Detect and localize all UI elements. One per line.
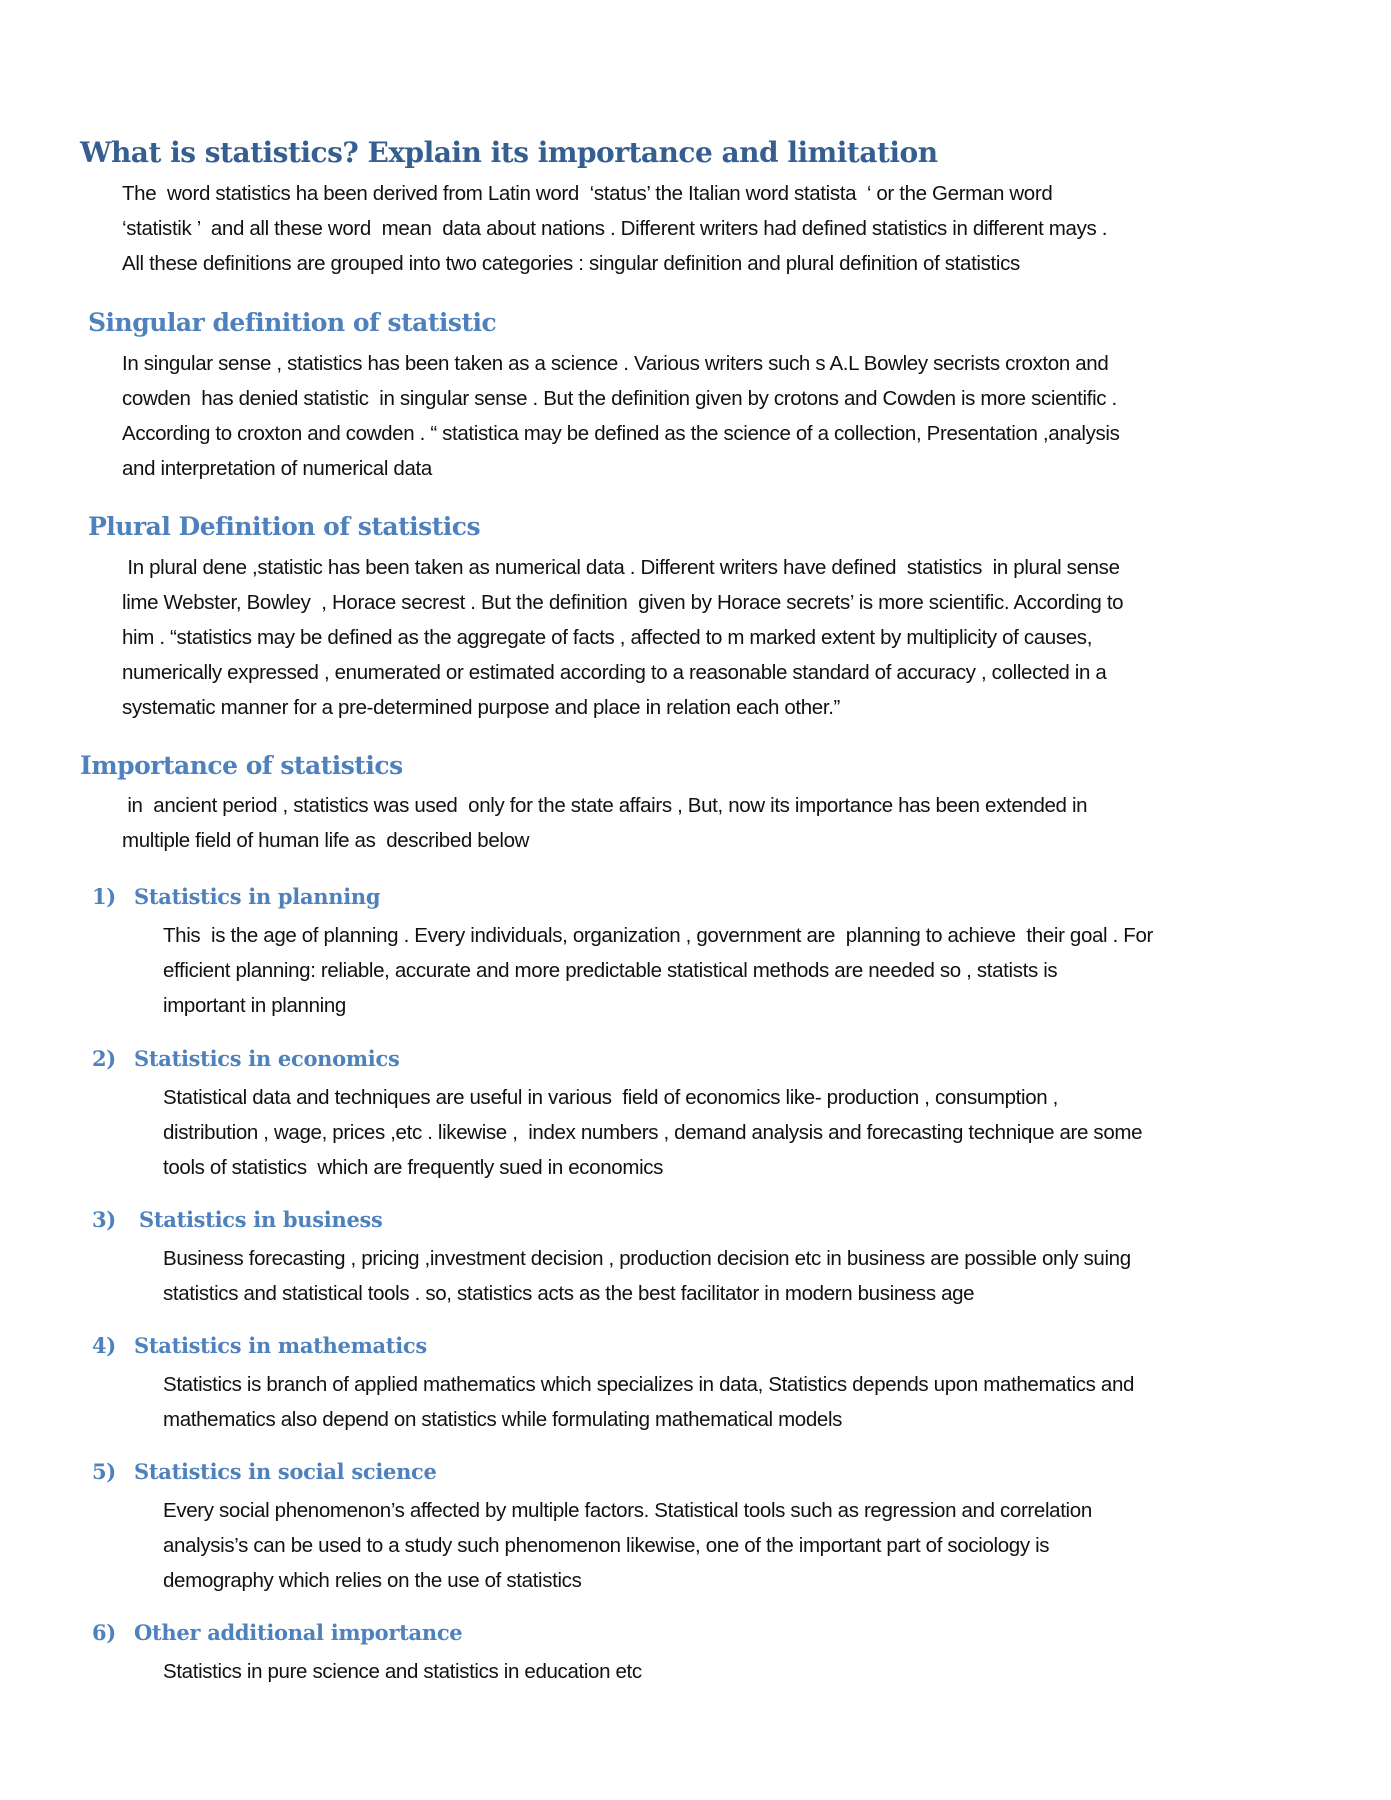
- text-line: and interpretation of numerical data: [122, 457, 432, 480]
- singular-definition-heading: Singular definition of statistic: [88, 308, 497, 337]
- text-line: important in planning: [163, 994, 346, 1017]
- text-line: The word statistics ha been derived from Latin word ‘status’ the Italian word statista ‘ or the German word: [122, 182, 1053, 205]
- item-title: Statistics in business: [139, 1207, 383, 1232]
- text-line: lime Webster, Bowley , Horace secrest . But the definition given by Horace secrets’ is more scientific. According to: [122, 591, 1124, 614]
- importance-item-paragraph: [163, 918, 1153, 1023]
- importance-item-paragraph: [163, 1080, 1142, 1185]
- text-line: him . “statistics may be defined as the aggregate of facts , affected to m marked extent by multiplicity of causes,: [122, 626, 1093, 649]
- text-line: numerically expressed , enumerated or estimated according to a reasonable standard of accuracy , collected in a: [122, 661, 1107, 684]
- importance-item-paragraph: [163, 1367, 1134, 1437]
- text-line: Statistics in pure science and statistics in education etc: [163, 1660, 642, 1683]
- importance-item-paragraph: [163, 1654, 642, 1689]
- text-line: Statistics is branch of applied mathematics which specializes in data, Statistics depends upon mathematics and: [163, 1373, 1135, 1396]
- text-line: multiple field of human life as described below: [122, 829, 530, 852]
- text-line: In singular sense , statistics has been taken as a science . Various writers such s A.L Bowley secrists croxton and: [122, 352, 1109, 375]
- intro-paragraph: [122, 176, 1107, 281]
- importance-item-heading: [92, 1046, 399, 1071]
- text-line: ‘statistik ’ and all these word mean data about nations . Different writers had defined statistics in different mays .: [122, 217, 1108, 240]
- item-title: Other additional importance: [134, 1620, 463, 1645]
- text-line: mathematics also depend on statistics while formulating mathematical models: [163, 1408, 843, 1431]
- importance-item-paragraph: [163, 1493, 1092, 1598]
- text-line: demography which relies on the use of statistics: [163, 1569, 582, 1592]
- text-line: distribution , wage, prices ,etc . likewise , index numbers , demand analysis and forecasting technique are some: [163, 1121, 1143, 1144]
- text-line: tools of statistics which are frequently sued in economics: [163, 1156, 664, 1179]
- text-line: Every social phenomenon’s affected by multiple factors. Statistical tools such as regression and correlation: [163, 1499, 1092, 1522]
- list-number: 3): [92, 1207, 116, 1232]
- text-line: In plural dene ,statistic has been taken as numerical data . Different writers have defined statistics in plural sense: [122, 556, 1120, 579]
- importance-item-heading: [92, 1620, 462, 1645]
- list-number: 2): [92, 1046, 116, 1071]
- importance-item-heading: [92, 1459, 437, 1484]
- plural-definition-paragraph: [122, 550, 1123, 725]
- item-title: Statistics in social science: [134, 1459, 437, 1484]
- text-line: analysis’s can be used to a study such phenomenon likewise, one of the important part of sociology is: [163, 1534, 1050, 1557]
- text-line: efficient planning: reliable, accurate and more predictable statistical methods are needed so , statists is: [163, 959, 1058, 982]
- text-line: statistics and statistical tools . so, statistics acts as the best facilitator in modern business age: [163, 1282, 975, 1305]
- item-title: Statistics in mathematics: [134, 1333, 427, 1358]
- text-line: cowden has denied statistic in singular sense . But the definition given by crotons and Cowden is more scientific .: [122, 387, 1117, 410]
- text-line: Business forecasting , pricing ,investment decision , production decision etc in business are possible only suing: [163, 1247, 1131, 1270]
- importance-item-heading: [92, 884, 380, 909]
- importance-item-heading: [92, 1333, 427, 1358]
- text-line: All these definitions are grouped into two categories : singular definition and plural definition of statistics: [122, 252, 1020, 275]
- importance-paragraph: [122, 788, 1087, 858]
- text-line: Statistical data and techniques are useful in various field of economics like- production , consumption ,: [163, 1086, 1059, 1109]
- list-number: 5): [92, 1459, 116, 1484]
- singular-definition-paragraph: [122, 346, 1120, 486]
- item-title: Statistics in economics: [134, 1046, 400, 1071]
- text-line: in ancient period , statistics was used only for the state affairs , But, now its importance has been extended in: [122, 794, 1088, 817]
- text-line: This is the age of planning . Every individuals, organization , government are planning to achieve their goal . For: [163, 924, 1153, 947]
- importance-item-heading: [92, 1207, 383, 1232]
- plural-definition-heading: Plural Definition of statistics: [88, 512, 481, 541]
- item-title: Statistics in planning: [134, 884, 381, 909]
- list-number: 1): [92, 884, 116, 909]
- list-number: 6): [92, 1620, 116, 1645]
- text-line: According to croxton and cowden . “ statistica may be defined as the science of a collection, Presentation ,analysis: [122, 422, 1120, 445]
- importance-heading: Importance of statistics: [80, 751, 403, 780]
- list-number: 4): [92, 1333, 116, 1358]
- text-line: systematic manner for a pre-determined purpose and place in relation each other.”: [122, 696, 841, 719]
- page-title: What is statistics? Explain its importance and limitation: [80, 136, 938, 169]
- importance-item-paragraph: [163, 1241, 1131, 1311]
